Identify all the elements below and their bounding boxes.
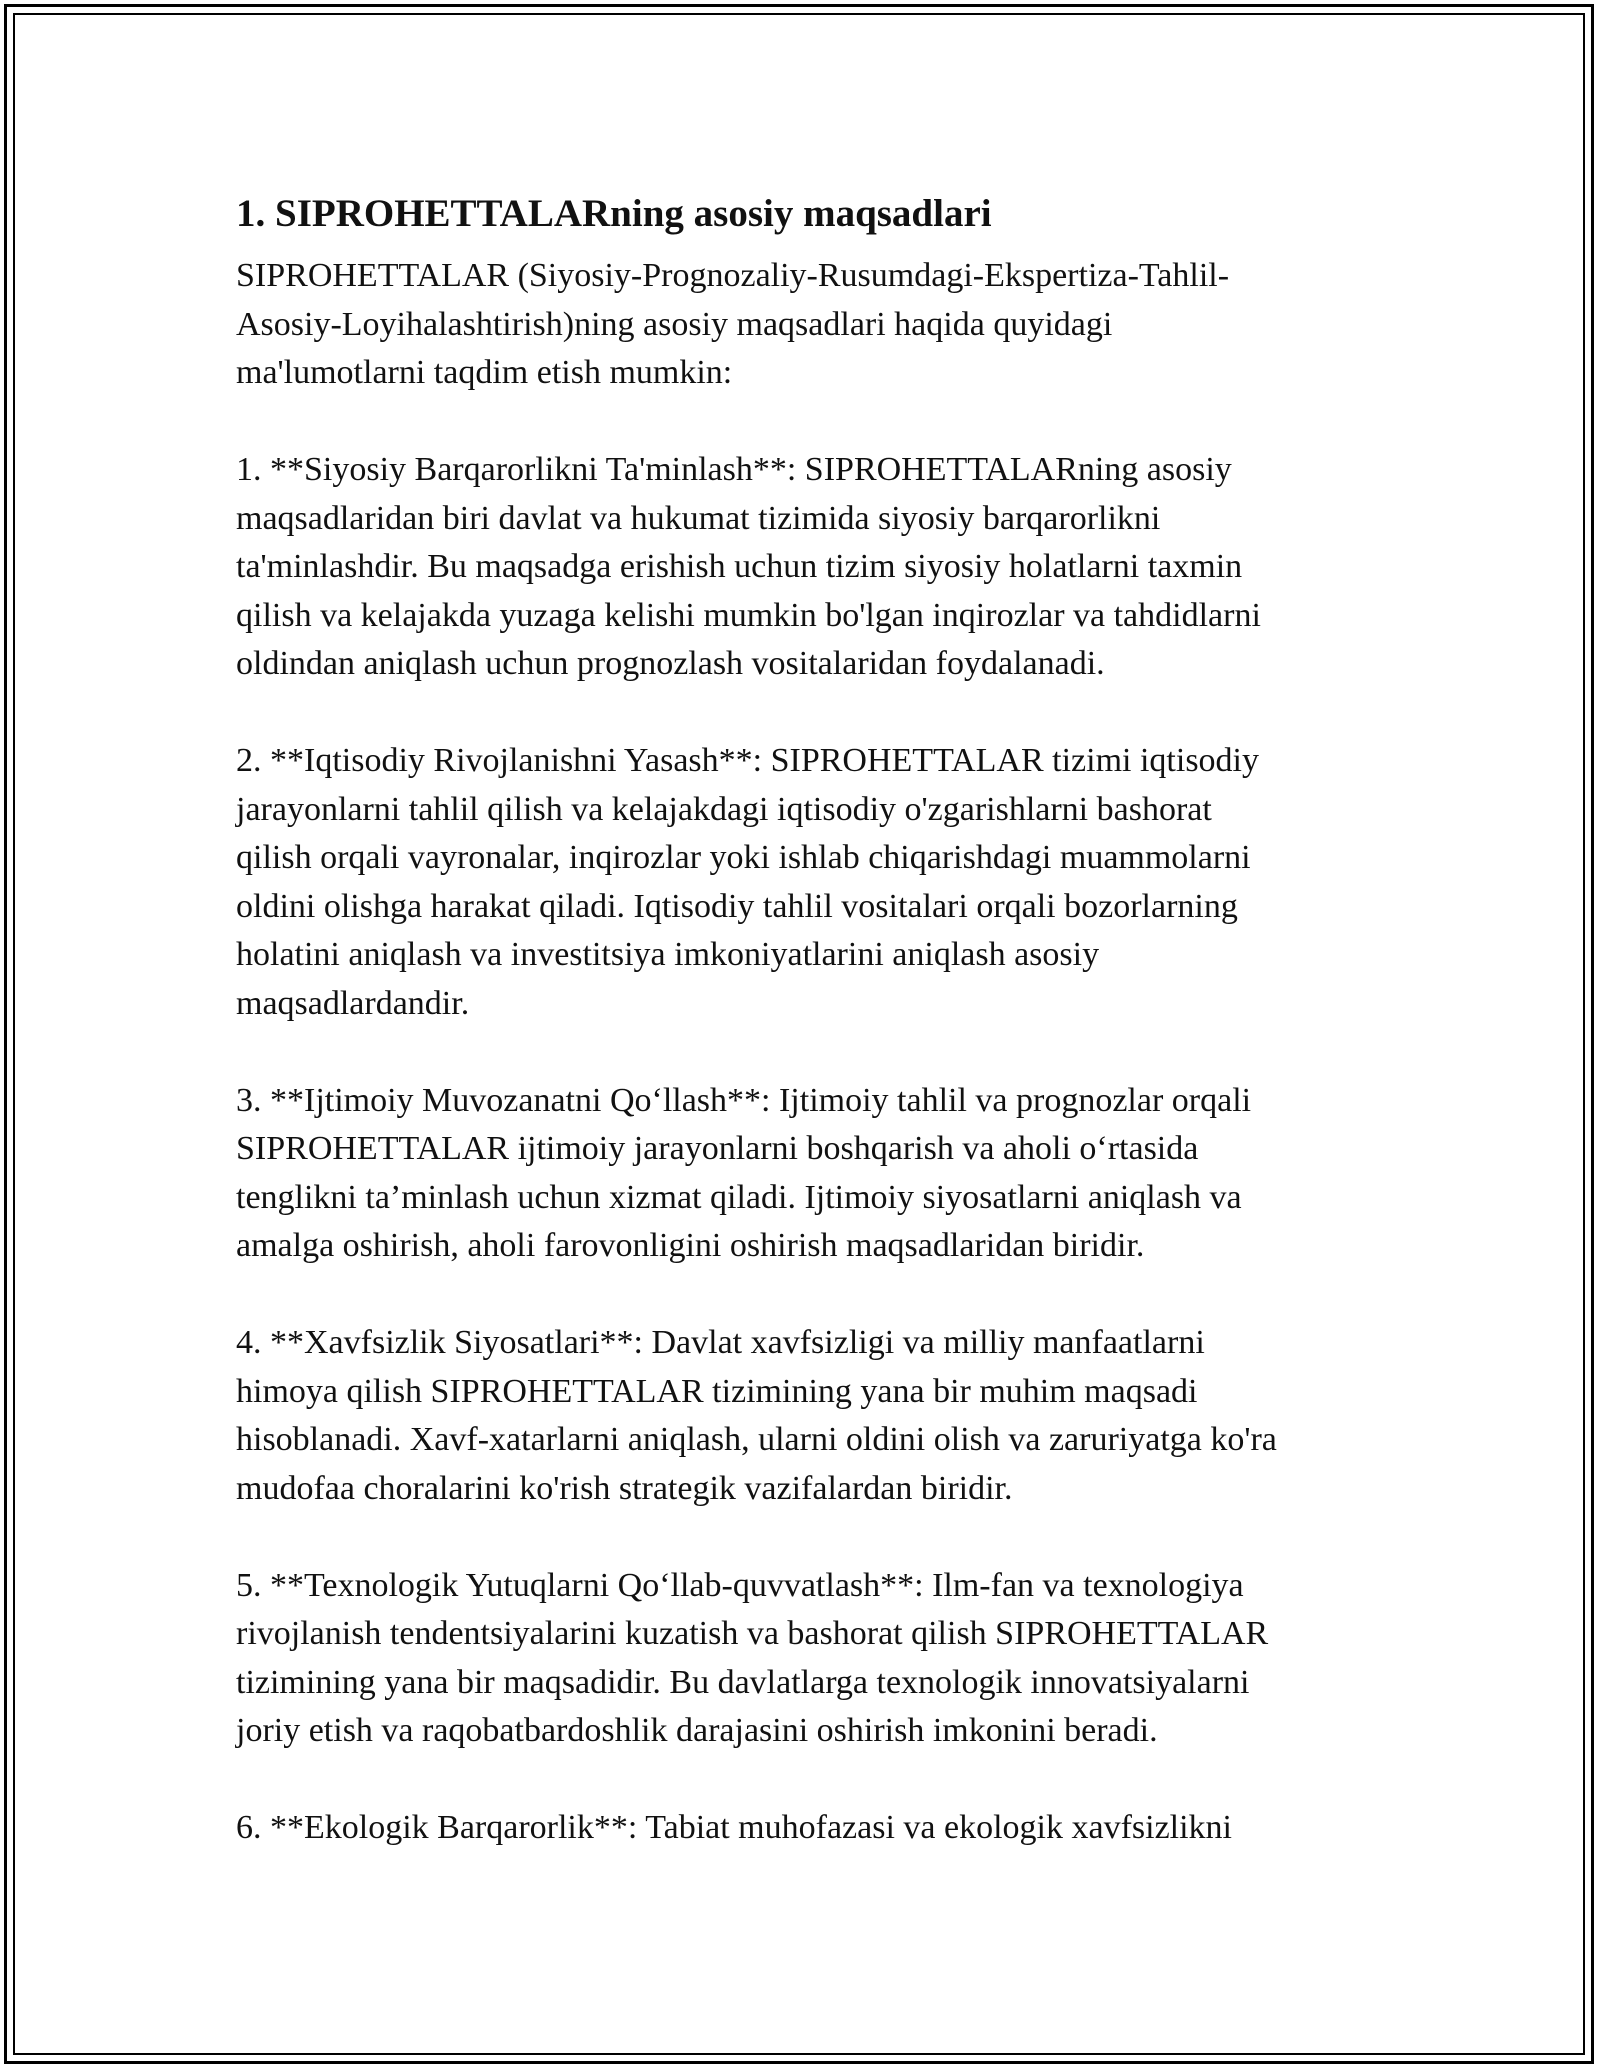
text-line: joriy etish va raqobatbardoshlik darajasini oshirish imkonini beradi. bbox=[236, 1712, 1158, 1749]
text-line: holatini aniqlash va investitsiya imkoniyatlarini aniqlash asosiy bbox=[236, 936, 1100, 973]
document-title: 1. SIPROHETTALARning asosiy maqsadlari bbox=[236, 192, 992, 235]
text-line: tizimining yana bir maqsadidir. Bu davlatlarga texnologik innovatsiyalarni bbox=[236, 1663, 1250, 1701]
text-line: ta'minlashdir. Bu maqsadga erishish uchun tizim siyosiy holatlarni taxmin bbox=[236, 548, 1243, 585]
text-line: maqsadlaridan biri davlat va hukumat tizimida siyosiy barqarorlikni bbox=[236, 499, 1161, 537]
paragraph-item-4 bbox=[236, 1319, 1376, 1513]
text-line: 5. **Texnologik Yutuqlarni Qo‘llab-quvvatlash**: Ilm-fan va texnologiya bbox=[236, 1566, 1244, 1604]
text-line: jarayonlarni tahlil qilish va kelajakdagi iqtisodiy o'zgarishlarni bashorat bbox=[236, 790, 1212, 828]
text-line: SIPROHETTALAR (Siyosiy-Prognozaliy-Rusumdagi-Ekspertiza-Tahlil- bbox=[236, 257, 1230, 294]
text-line: maqsadlardandir. bbox=[236, 984, 470, 1022]
text-line: qilish va kelajakda yuzaga kelishi mumkin bo'lgan inqirozlar va tahdidlarni bbox=[236, 596, 1261, 634]
text-line: qilish orqali vayronalar, inqirozlar yoki ishlab chiqarishdagi muammolarni bbox=[236, 839, 1251, 876]
text-line: 4. **Xavfsizlik Siyosatlari**: Davlat xavfsizligi va milliy manfaatlarni bbox=[236, 1324, 1205, 1361]
text-line: 3. **Ijtimoiy Muvozanatni Qo‘llash**: Ijtimoiy tahlil va prognozlar orqali bbox=[236, 1081, 1252, 1119]
text-line: rivojlanish tendentsiyalarini kuzatish va bashorat qilish SIPROHETTALAR bbox=[236, 1615, 1269, 1652]
paragraph-intro bbox=[236, 252, 1376, 398]
text-line: tenglikni ta’minlash uchun xizmat qiladi. Ijtimoiy siyosatlarni aniqlash va bbox=[236, 1178, 1242, 1216]
text-line: oldini olishga harakat qiladi. Iqtisodiy tahlil vositalari orqali bozorlarning bbox=[236, 887, 1238, 925]
text-line: hisoblanadi. Xavf-xatarlarni aniqlash, ularni oldini olish va zaruriyatga ko'ra bbox=[236, 1421, 1277, 1458]
text-line: mudofaa choralarini ko'rish strategik vazifalardan biridir. bbox=[236, 1469, 1013, 1507]
text-line: oldindan aniqlash uchun prognozlash vositalaridan foydalanadi. bbox=[236, 645, 1105, 682]
text-line: Asosiy-Loyihalashtirish)ning asosiy maqsadlari haqida quyidagi bbox=[236, 305, 1113, 343]
text-line: SIPROHETTALAR ijtimoiy jarayonlarni boshqarish va aholi o‘rtasida bbox=[236, 1130, 1199, 1167]
paragraph-item-2 bbox=[236, 737, 1376, 1028]
text-line: 1. **Siyosiy Barqarorlikni Ta'minlash**: SIPROHETTALARning asosiy bbox=[236, 451, 1232, 488]
text-line: 6. **Ekologik Barqarorlik**: Tabiat muhofazasi va ekologik xavfsizlikni bbox=[236, 1809, 1232, 1846]
text-line: 2. **Iqtisodiy Rivojlanishni Yasash**: SIPROHETTALAR tizimi iqtisodiy bbox=[236, 742, 1260, 779]
paragraph-item-5 bbox=[236, 1562, 1376, 1756]
text-line: ma'lumotlarni taqdim etish mumkin: bbox=[236, 354, 733, 391]
paragraph-item-1 bbox=[236, 446, 1376, 689]
text-line: himoya qilish SIPROHETTALAR tizimining yana bir muhim maqsadi bbox=[236, 1372, 1198, 1410]
text-line: amalga oshirish, aholi farovonligini oshirish maqsadlaridan biridir. bbox=[236, 1227, 1145, 1264]
paragraph-item-6 bbox=[236, 1804, 1376, 1853]
paragraph-item-3 bbox=[236, 1077, 1376, 1271]
document-page bbox=[236, 184, 1376, 1901]
